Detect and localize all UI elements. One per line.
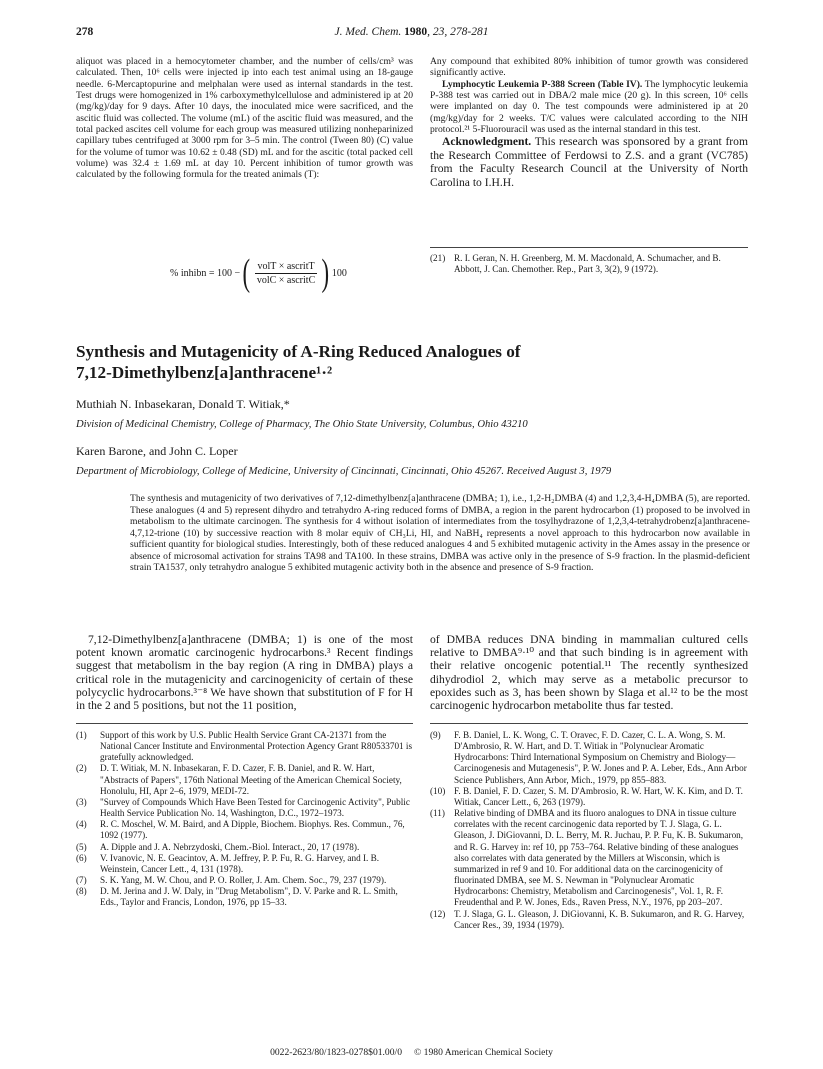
ref-text: D. T. Witiak, M. N. Inbasekaran, F. D. Cazer, F. B. Daniel, and R. W. Hart, "Abstracts of Papers", 176th National Meeting of the American Chemical Society, Honolulu, HI, Apr 2–6, 1979, MEDI-72.	[100, 763, 402, 796]
affiliation-1: Division of Medicinal Chemistry, College of Pharmacy, The Ohio State University, Columbus, Ohio 43210	[76, 419, 528, 430]
reference-item	[76, 819, 413, 841]
ref-text: "Survey of Compounds Which Have Been Tested for Carcinogenic Activity", Public Health Service Publication No. 14, Washington, D.C., 1972–1973.	[100, 796, 410, 819]
ack-heading: Acknowledgment.	[442, 135, 532, 149]
journal-year: 1980	[404, 26, 428, 38]
ref-text: D. M. Jerina and J. W. Daly, in "Drug Metabolism", D. V. Parke and R. L. Smith, Eds., Taylor and Francis, London, 1976, pp 15–33.	[100, 886, 398, 908]
ref-number: (21)	[430, 253, 446, 263]
ref-number: (7)	[76, 875, 87, 886]
ref-text: A. Dipple and J. A. Nebrzydoski, Chem.-Biol. Interact., 20, 17 (1978).	[100, 841, 360, 852]
reference-21	[430, 253, 746, 275]
activity-paragraph: Any compound that exhibited 80% inhibition of tumor growth was considered significantly active.	[430, 56, 748, 79]
reference-item	[76, 875, 413, 886]
ref-number: (3)	[76, 796, 87, 807]
ref-text: V. Ivanovic, N. E. Geacintov, A. M. Jeffrey, P. P. Fu, R. G. Harvey, and I. B. Weinstein, Cancer Lett., 4, 131 (1978).	[100, 852, 380, 874]
formula-lhs: % inhibn = 100 −	[170, 267, 241, 279]
footer-copyright: © 1980 American Chemical Society	[414, 1047, 553, 1058]
ack-text: This research was sponsored by a grant from the Research Committee of Ferdowsi to Z.S. and a grant (VC785) from the Faculty Research Council at the University of North Carolina to I.H.H.	[430, 135, 748, 189]
ref-text: R. I. Geran, N. H. Greenberg, M. M. Macdonald, A. Schumacher, and B. Abbott, J. Can. Chemother. Rep., Part 3, 3(2), 9 (1972).	[454, 253, 721, 274]
journal-volume-pages: , 23, 278-281	[427, 26, 489, 38]
footnote-divider-right	[430, 723, 748, 724]
reference-item	[430, 786, 748, 808]
ref-text: T. J. Slaga, G. L. Gleason, J. DiGiovanni, K. B. Sukumaron, and R. G. Harvey, Cancer Res., 39, 1934 (1979).	[454, 908, 745, 930]
running-header	[0, 26, 823, 38]
ref-number: (8)	[76, 886, 87, 897]
p388-heading: Lymphocytic Leukemia P-388 Screen (Table IV).	[442, 78, 643, 90]
ref-number: (9)	[430, 730, 441, 740]
acknowledgment-paragraph	[430, 135, 748, 189]
page-footer	[0, 1047, 823, 1058]
formula-numerator: volT × ascritT	[257, 260, 315, 272]
body-right-column: of DMBA reduces DNA binding in mammalian cultured cells relative to DMBA⁹·¹⁰ and that such binding is in agreement with their relative oncogenic potential.¹¹ The recently synthesized dihydrodiol 2, which may serve as a metabolic precursor to epoxides such as 3, has been shown by Slaga et al.¹² to be the most carcinogenic hydrocarbon metabolite thus far tested.	[430, 633, 748, 713]
footer-code: 0022-2623/80/1823-0278$01.00/0	[270, 1047, 402, 1058]
ref-text: R. C. Moschel, W. M. Baird, and A Dipple, Biochem. Biophys. Res. Commun., 76, 1092 (1977).	[100, 819, 405, 841]
right-paren-icon: )	[321, 252, 330, 294]
ref-number: (4)	[76, 819, 87, 830]
ref-text: Relative binding of DMBA and its fluoro analogues to DNA in tissue culture correlates with the recent carcinogenic data reported by T. J. Slaga, G. L. Gleason, J. DiGiovanni, D. L. Berry, M. R. Juchau, P. P. Fu, K. B. Sukumaron, and R. G. Harvey in: ref 10, pp 753–764. Relative binding of these analogues also correlates with data generated by the Millers at Wisconsin, which is summarized in ref 9 and 10. For additional data on the carcinogenicity of fluorinated DMBA, see M. S. Newman in "Polynuclear Aromatic Hydrocarbons: Chemistry, Metabolism and Carcinogenesis", Vol. 1, R. F. Freudenthal and P. W. Jones, Eds., Raven Press, N.Y., 1976, pp 203–207.	[454, 808, 744, 908]
methods-paragraph: aliquot was placed in a hemocytometer chamber, and the number of cells/cm³ was calculated. Then, 10⁶ cells were injected ip into each test animal using an 18-gauge needle. 6-Mercaptopurine and melphalan were used as internal standards in the test. Test drugs were homogenized in 1% carboxymethylcellulose and administered ip at 20 (mg/kg)/day for 9 days. After 10 days, the inoculated mice were sacrificed, and the ascitic fluid was collected. The volume (mL) of the ascitic fluid was measured, and the total packed ascites cell volume for each group was measured utilizing nonheparinized capillary tubes centrifuged at 3000 rpm for 3–5 min. The control (Tween 80) (C) value for the volume of tumor was 10.62 ± 0.48 (SD) mL and for the ascitic (total packed cell volume) was 32.4 ± 1.69 mL at day 10. Percent inhibition of tumor growth was calculated by the following formula for the treated animals (T):	[76, 56, 413, 181]
references-left	[76, 730, 413, 909]
page-number: 278	[76, 26, 94, 38]
affiliation-2: Department of Microbiology, College of Medicine, University of Cincinnati, Cincinnati, Ohio 45267. Received August 3, 1979	[76, 466, 612, 477]
reference-item	[76, 797, 413, 819]
reference-item	[430, 730, 748, 786]
ref-number: (5)	[76, 841, 87, 852]
previous-article-left-column	[76, 56, 413, 181]
ref-number: (6)	[76, 852, 87, 863]
title-line-2: 7,12-Dimethylbenz[a]anthracene¹·²	[76, 362, 333, 382]
p388-paragraph	[430, 79, 748, 136]
inhibition-formula	[170, 254, 347, 292]
body-left-column: 7,12-Dimethylbenz[a]anthracene (DMBA; 1) is one of the most potent known aromatic carcinogenic hydrocarbons.³ Recent findings suggest that metabolism in the bay region (A ring in DMBA) plays a critical role in the mutagenicity and carcinogenicity of certain of these polycyclic hydrocarbons.³⁻⁸ We have shown that substitution of F for H in the 2 and 5 positions, but not the 11 position,	[76, 633, 413, 713]
reference-item	[430, 909, 748, 931]
formula-fraction	[255, 261, 317, 286]
reference-item	[76, 886, 413, 908]
ref-number: (2)	[76, 763, 87, 774]
left-paren-icon: (	[242, 252, 251, 294]
references-right	[430, 730, 748, 931]
reference-item	[76, 853, 413, 875]
reference-item	[76, 842, 413, 853]
formula-rhs: 100	[331, 267, 347, 279]
ref-number: (12)	[430, 908, 446, 919]
journal-name: J. Med. Chem.	[334, 26, 402, 38]
ref-text: F. B. Daniel, F. D. Cazer, S. M. D'Ambrosio, R. W. Hart, W. K. Kim, and D. T. Witiak, Cancer Lett., 6, 263 (1979).	[454, 785, 743, 807]
article-title	[76, 342, 736, 383]
reference-divider	[430, 247, 748, 248]
ref-text: S. K. Yang, M. W. Chou, and P. O. Roller, J. Am. Chem. Soc., 79, 237 (1979).	[100, 875, 387, 886]
reference-item	[76, 730, 413, 763]
footnote-divider-left	[76, 723, 413, 724]
abstract: The synthesis and mutagenicity of two derivatives of 7,12-dimethylbenz[a]anthracene (DMBA; 1), i.e., 1,2-H₂DMBA (4) and 1,2,3,4-H₄DMBA (5), are reported. These analogues (4 and 5) represent dihydro and tetrahydro A-ring reduced forms of DMBA, a region in the parent hydrocarbon (1) proposed to be involved in metabolism to the ultimate carcinogen. The synthesis for 4 without isolation of intermediates from the tosylhydrazone of 1,2,3,4-tetrahydrobenz[a]anthracene-4,7,12-trione (10) by successive reaction with 8 molar equiv of CH₃Li, HI, and NaBH₄ represents a novel approach to this hydrocarbon now available in sufficient quantity for biological studies. Interestingly, both of these reduced analogues 4 and 5 exhibited mutagenic activity in the Ames assay in the presence or absence of microsomal activation for strains TA98 and TA100. In these strains, DMBA was active only in the presence of S-9 fraction. In the plasmid-deficient strain TA1537, only tetrahydro analogue 5 exhibited mutagenic activity both in the absence and presence of S-9 fraction.	[130, 493, 750, 573]
ref-number: (11)	[430, 808, 445, 819]
authors-group-1: Muthiah N. Inbasekaran, Donald T. Witiak,*	[76, 397, 290, 411]
ref-text: Support of this work by U.S. Public Health Service Grant CA-21371 from the National Cancer Institute and Environmental Protection Agency Grant R80533701 is gratefully acknowledged.	[100, 730, 413, 763]
ref-number: (1)	[76, 730, 87, 740]
ref-text: F. B. Daniel, L. K. Wong, C. T. Oravec, F. D. Cazer, C. L. A. Wong, S. M. D'Ambrosio, R. W. Hart, and D. T. Witiak in "Polynuclear Aromatic Hydrocarbons: Third International Symposium on Chemistry and Biology—Carcinogenesis and Mutagenesis", P. W. Jones and P. A. Leber, Eds., Ann Arbor Science Publishers, Ann Arbor, Mich., 1979, pp 855–883.	[454, 730, 747, 785]
title-line-1: Synthesis and Mutagenicity of A-Ring Reduced Analogues of	[76, 342, 521, 361]
previous-article-right-column	[430, 56, 748, 189]
reference-item	[430, 808, 748, 908]
p388-text: The lymphocytic leukemia P-388 test was carried out in DBA/2 male mice (20 g). In this screen, 10⁶ cells were implanted on day 0. The test compounds were administered ip at 20 (mg/kg)/day for 2 weeks. T/C values were calculated according to the NIH protocol.²¹ 5-Fluorouracil was used as the internal standard in this test.	[430, 78, 748, 136]
reference-item	[76, 763, 413, 796]
authors-group-2: Karen Barone, and John C. Loper	[76, 444, 238, 458]
formula-denominator: volC × ascritC	[256, 274, 316, 286]
ref-number: (10)	[430, 785, 446, 796]
